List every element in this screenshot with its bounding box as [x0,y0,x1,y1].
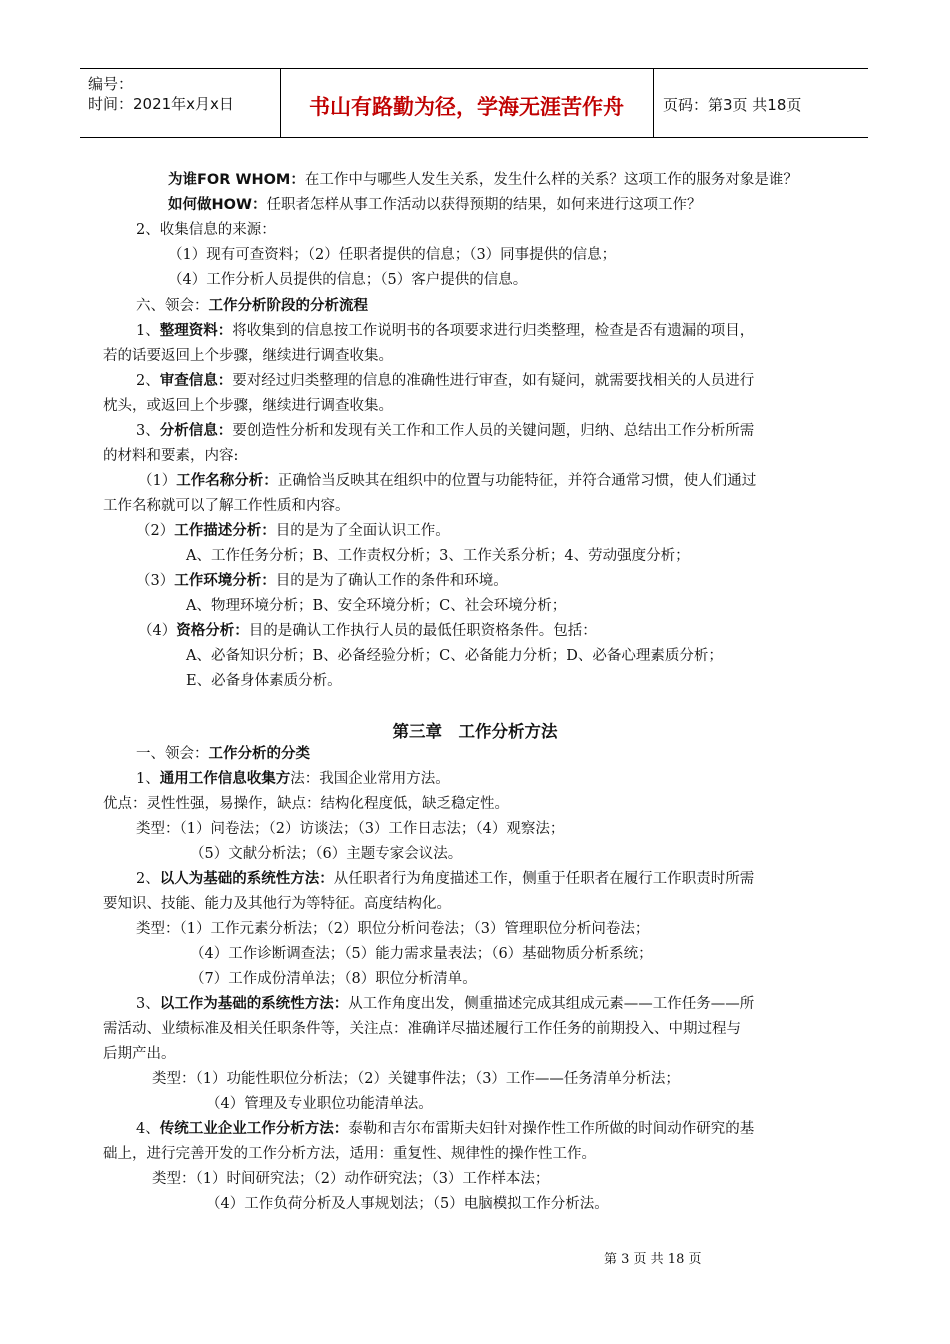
text-line: A、工作任务分析；B、工作责权分析；3、工作关系分析；4、劳动强度分析； [186,548,690,564]
header-page-cell [653,69,868,137]
text-line: 枕头，或返回上个步骤，继续进行调查收集。 [103,398,393,414]
text-line: 为谁FOR WHOM：在工作中与哪些人发生关系，发生什么样的关系？这项工作的服务对象是谁？ [168,172,798,188]
text-line: 类型：（1）问卷法；（2）访谈法；（3）工作日志法；（4）观察法； [136,821,565,837]
text-line: （3）工作环境分析：目的是为了确认工作的条件和环境。 [136,573,508,589]
text-line: （1）工作名称分析：正确恰当反映其在组织中的位置与功能特征，并符合通常习惯，使人们通过 [138,473,757,489]
text-line: （4）工作诊断调查法；（5）能力需求量表法；（6）基础物质分析系统； [190,946,653,962]
text-line: （5）文献分析法；（6）主题专家会议法。 [190,846,463,862]
text-line: 1、整理资料：将收集到的信息按工作说明书的各项要求进行归类整理，检查是否有遗漏的项目， [136,323,755,339]
text-line: E、必备身体素质分析。 [186,673,342,689]
text-line: 2、审查信息：要对经过归类整理的信息的准确性进行审查，如有疑问，就需要找相关的人员进行 [136,373,755,389]
text-line: （4）管理及专业职位功能清单法。 [206,1096,433,1112]
text-line: 工作名称就可以了解工作性质和内容。 [103,498,350,514]
text-line: 1、通用工作信息收集方法：我国企业常用方法。 [136,771,450,787]
text-line: 3、分析信息：要创造性分析和发现有关工作和工作人员的关键问题，归纳、总结出工作分析所需 [136,423,755,439]
section-heading: 六、领会：工作分析阶段的分析流程 [136,298,368,314]
text-line: A、必备知识分析；B、必备经验分析；C、必备能力分析；D、必备心理素质分析； [186,648,723,664]
section-heading: 一、领会：工作分析的分类 [136,746,310,762]
page-info: 页码：第3页 共18页 [663,96,802,114]
text-line: （1）现有可查资料；（2）任职者提供的信息；（3）同事提供的信息； [168,247,617,263]
chapter-title: 第三章 工作分析方法 [392,722,558,741]
text-line: 后期产出。 [103,1046,176,1062]
header-motto-cell [280,69,654,137]
text-line: 的材料和要素，内容: [103,448,239,464]
header-meta-cell [80,69,281,137]
text-line: 类型：（1）时间研究法；（2）动作研究法；（3）工作样本法； [152,1171,550,1187]
text-line: 3、以工作为基础的系统性方法：从工作角度出发，侧重描述完成其组成元素——工作任务——所 [136,996,755,1012]
text-line: （2）工作描述分析：目的是为了全面认识工作。 [136,523,450,539]
text-line: （7）工作成份清单法；（8）职位分析清单。 [190,971,477,987]
text-line: （4）资格分析：目的是确认工作执行人员的最低任职资格条件。包括： [138,623,597,639]
text-line: 2、收集信息的来源： [136,222,276,238]
page-header [80,68,868,138]
text-line: 4、传统工业企业工作分析方法：泰勒和吉尔布雷斯夫妇针对操作性工作所做的时间动作研究的基 [136,1121,755,1137]
number-label: 编号： [88,75,134,93]
text-line: 若的话要返回上个步骤，继续进行调查收集。 [103,348,393,364]
text-line: 2、以人为基础的系统性方法：从任职者行为角度描述工作，侧重于任职者在履行工作职责时所需 [136,871,755,887]
page-footer: 第 3 页 共 18 页 [604,1252,702,1267]
text-line: （4）工作负荷分析及人事规划法；（5）电脑模拟工作分析法。 [206,1196,609,1212]
text-line: A、物理环境分析；B、安全环境分析；C、社会环境分析； [186,598,567,614]
text-line: 要知识、技能、能力及其他行为等特征。高度结构化。 [103,896,451,912]
text-line: 如何做HOW：任职者怎样从事工作活动以获得预期的结果，如何来进行这项工作？ [168,197,702,213]
text-line: 础上，进行完善开发的工作分析方法，适用：重复性、规律性的操作性工作。 [103,1146,596,1162]
text-line: 需活动、业绩标准及相关任职条件等，关注点：准确详尽描述履行工作任务的前期投入、中期过程与 [103,1021,741,1037]
text-line: （4）工作分析人员提供的信息；（5）客户提供的信息。 [168,272,528,288]
text-line: 类型：（1）工作元素分析法；（2）职位分析问卷法；（3）管理职位分析问卷法； [136,921,650,937]
text-line: 优点：灵性性强，易操作，缺点：结构化程度低，缺乏稳定性。 [103,796,509,812]
motto-text: 书山有路勤为径，学海无涯苦作舟 [309,95,624,119]
time-label: 时间：2021年x月x日 [88,95,234,113]
text-line: 类型：（1）功能性职位分析法；（2）关键事件法；（3）工作——任务清单分析法； [152,1071,680,1087]
